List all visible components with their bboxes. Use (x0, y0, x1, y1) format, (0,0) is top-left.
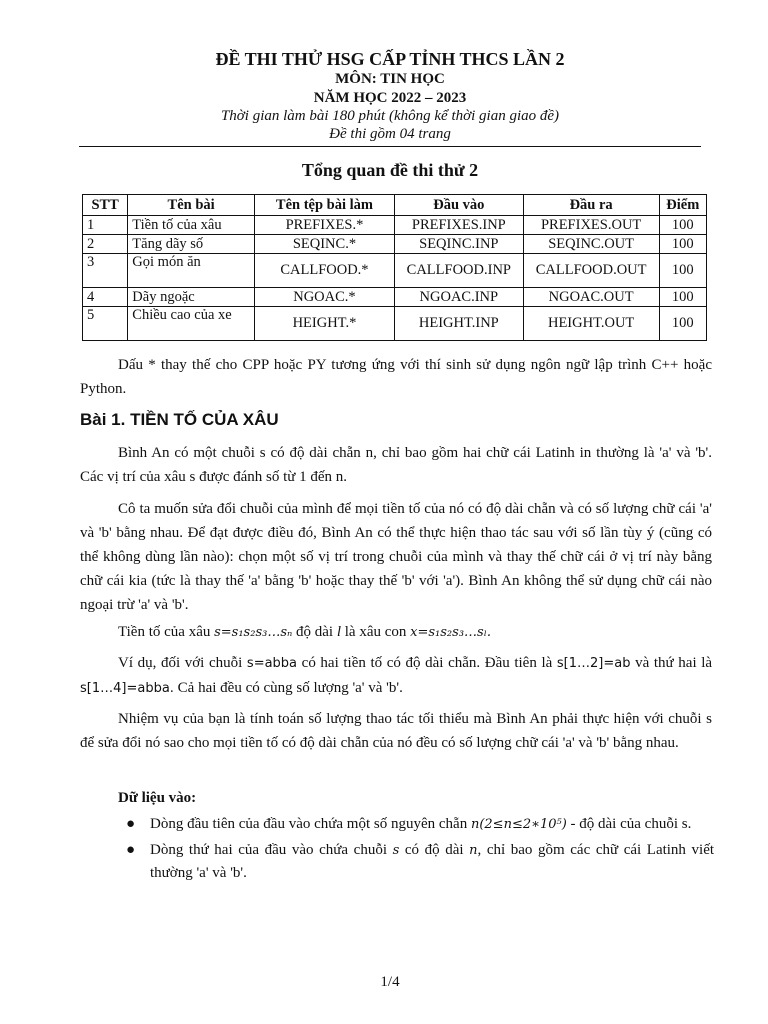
cell-input: CALLFOOD.INP (394, 254, 523, 288)
cell-score: 100 (659, 288, 706, 307)
exam-time: Thời gian làm bài 180 phút (không kể thời gian giao đề) (220, 108, 560, 124)
cell-score: 100 (659, 307, 706, 341)
exam-subject: MÔN: TIN HỌC (335, 71, 445, 87)
bullet-icon: ● (126, 842, 136, 858)
table-row (83, 216, 707, 235)
formula-prefix-2: s[1…4]=abba. (80, 681, 174, 696)
column-header: Điểm (659, 195, 706, 216)
cell-stt: 4 (83, 288, 128, 307)
list-item (126, 813, 714, 836)
cell-name: Tiền tố của xâu (128, 216, 255, 235)
cell-name: Chiều cao của xe (128, 307, 255, 341)
cell-input: PREFIXES.INP (394, 216, 523, 235)
formula-string-s: s=s₁s₂s₃…sₙ (214, 625, 293, 640)
table-header-row (83, 195, 707, 216)
cell-stt: 3 (83, 254, 128, 288)
cell-stt: 5 (83, 307, 128, 341)
column-header: Tên tệp bài làm (254, 195, 394, 216)
list-item (126, 839, 715, 884)
cell-input: SEQINC.INP (394, 235, 523, 254)
text-fragment: Dòng thứ hai của đầu vào chứa chuỗi (150, 842, 387, 858)
formula-n-range: n(2≤n≤2∗10⁵) (470, 817, 567, 832)
input-bullet-list (126, 813, 715, 887)
cell-name: Gọi món ăn (128, 254, 255, 288)
cell-name: Tăng dãy số (128, 235, 255, 254)
text-fragment: độ dài (296, 624, 334, 640)
column-header: Đầu vào (394, 195, 523, 216)
cell-output: PREFIXES.OUT (523, 216, 659, 235)
column-header: Đầu ra (523, 195, 659, 216)
cell-score: 100 (659, 216, 706, 235)
variable-l: l (336, 624, 342, 640)
cell-file: PREFIXES.* (254, 216, 394, 235)
overview-title: Tổng quan đề thi thử 2 (301, 160, 479, 180)
formula-example-string: s=abba (246, 656, 298, 671)
cell-output: CALLFOOD.OUT (523, 254, 659, 288)
exam-page-count: Đề thi gồm 04 trang (329, 126, 451, 142)
overview-table (82, 194, 707, 341)
cell-file: SEQINC.* (254, 235, 394, 254)
column-header: STT (83, 195, 128, 216)
exam-year: NĂM HỌC 2022 – 2023 (313, 90, 467, 106)
input-heading: Dữ liệu vào: (118, 790, 197, 806)
text-fragment: Cả hai đều có cùng số lượng 'a' và 'b'. (177, 680, 403, 696)
bullet-icon: ● (126, 816, 136, 832)
language-note: Dấu * thay thế cho CPP hoặc PY tương ứng với thí sinh sử dụng ngôn ngữ lập trình C++ hoặc Python. (80, 357, 712, 397)
cell-output: SEQINC.OUT (523, 235, 659, 254)
problem-1-paragraph-1: Bình An có một chuỗi s có độ dài chẵn n, chỉ bao gồm hai chữ cái Latinh in thường là 'a' và 'b'. Các vị trí của xâu s được đánh số từ 1 đến n. (80, 445, 712, 485)
problem-1-example (80, 651, 712, 701)
cell-stt: 1 (83, 216, 128, 235)
formula-substring-x: x=s₁s₂s₃…sₗ. (410, 625, 491, 640)
column-header: Tên bài (128, 195, 255, 216)
text-fragment: là xâu con (344, 624, 407, 640)
page-number: 1/4 (380, 974, 400, 990)
text-fragment: và thứ hai là (635, 655, 713, 671)
text-fragment: - độ dài của chuỗi s. (570, 816, 692, 832)
text-fragment: , chỉ bao gồm các chữ cái Latinh viết thường 'a' và 'b'. (150, 842, 715, 881)
formula-prefix-1: s[1…2]=ab (556, 656, 631, 671)
cell-stt: 2 (83, 235, 128, 254)
text-fragment: Ví dụ, đối với chuỗi (118, 655, 243, 671)
variable-s: s (392, 843, 400, 858)
problem-1-prefix-definition (80, 620, 712, 645)
cell-input: NGOAC.INP (394, 288, 523, 307)
cell-file: HEIGHT.* (254, 307, 394, 341)
text-fragment: Tiền tố của xâu (118, 624, 211, 640)
exam-title: ĐỀ THI THỬ HSG CẤP TỈNH THCS LẦN 2 (215, 49, 565, 69)
cell-name: Dãy ngoặc (128, 288, 255, 307)
text-fragment: có hai tiền tố có độ dài chẵn. Đầu tiên là (301, 655, 553, 671)
variable-n: n (469, 843, 478, 858)
cell-output: NGOAC.OUT (523, 288, 659, 307)
text-fragment: có độ dài (404, 842, 464, 858)
problem-1-title: Bài 1. TIỀN TỐ CỦA XÂU (80, 410, 279, 429)
table-row (83, 235, 707, 254)
problem-1-task: Nhiệm vụ của bạn là tính toán số lượng thao tác tối thiểu mà Bình An phải thực hiện với chuỗi s để sửa đổi nó sao cho mọi tiền tố có độ dài chẵn của nó đều có số lượng chữ cái 'a' và 'b' bằng nhau. (80, 711, 712, 751)
table-row (83, 288, 707, 307)
header-divider (79, 146, 701, 147)
cell-score: 100 (659, 254, 706, 288)
table-row (83, 307, 707, 341)
cell-output: HEIGHT.OUT (523, 307, 659, 341)
table-row (83, 254, 707, 288)
cell-score: 100 (659, 235, 706, 254)
problem-1-paragraph-2: Cô ta muốn sửa đổi chuỗi của mình để mọi tiền tố của nó có độ dài chẵn và có số lượng chữ cái 'a' và 'b' bằng nhau. Để đạt được điều đó, Bình An có thể thực hiện thao tác sau với số lần tùy ý (cũng có thể không dùng lần nào): chọn một số vị trí trong chuỗi của mình và thay thế chữ cái ở vị trí này bằng chữ cái kia (tức là thay thế 'a' bằng 'b' hoặc thay thế 'b' với 'a'). Bình An không thể sử dụng chữ cái nào ngoại trừ 'a' và 'b'. (80, 501, 712, 613)
cell-input: HEIGHT.INP (394, 307, 523, 341)
cell-file: NGOAC.* (254, 288, 394, 307)
text-fragment: Dòng đầu tiên của đầu vào chứa một số nguyên chẵn (150, 816, 468, 832)
cell-file: CALLFOOD.* (254, 254, 394, 288)
